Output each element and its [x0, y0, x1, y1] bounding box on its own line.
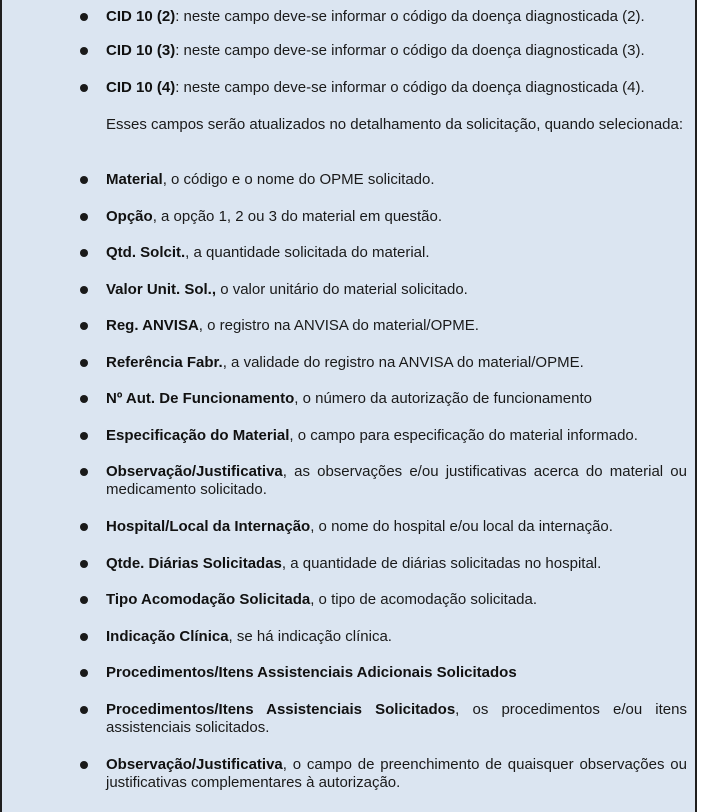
bullet — [80, 432, 88, 440]
item-term: Procedimentos/Itens Assistenciais Adicionais Solicitados — [106, 664, 517, 681]
item-description: , a quantidade solicitada do material. — [185, 244, 430, 261]
list-item — [106, 390, 687, 408]
item-description: , a quantidade de diárias solicitadas no hospital. — [281, 555, 602, 572]
item-term: CID 10 (4) — [106, 79, 176, 96]
list-item — [106, 628, 687, 646]
list-item — [106, 463, 687, 499]
note-paragraph: Esses campos serão atualizados no detalhamento da solicitação, quando selecionada: — [106, 116, 684, 133]
list-item — [106, 281, 687, 299]
bullet — [80, 176, 88, 184]
item-term: Observação/Justificativa — [106, 756, 283, 773]
item-term: Procedimentos/Itens Assistenciais Solicitados — [106, 701, 456, 718]
item-term: Material — [106, 171, 163, 188]
item-term: Valor Unit. Sol., — [106, 281, 217, 298]
item-description: o valor unitário do material solicitado. — [216, 281, 468, 298]
item-description: , o tipo de acomodação solicitada. — [310, 591, 538, 608]
bullet — [80, 706, 88, 714]
item-term: Opção — [106, 208, 153, 225]
bullet — [80, 322, 88, 330]
item-description: , o registro na ANVISA do material/OPME. — [198, 317, 479, 334]
item-description: : neste campo deve-se informar o código da doença diagnosticada (2). — [175, 8, 645, 25]
item-description: : neste campo deve-se informar o código da doença diagnosticada (3). — [175, 42, 645, 59]
item-description: , o campo de preenchimento de quaisquer observações ou justificativas complementares à autorização. — [106, 756, 687, 791]
bullet — [80, 249, 88, 257]
item-term: Indicação Clínica — [106, 628, 229, 645]
bullet — [80, 286, 88, 294]
list-item — [106, 756, 687, 792]
bullet — [80, 523, 88, 531]
item-term: Referência Fabr. — [106, 354, 223, 371]
item-term: Observação/Justificativa — [106, 463, 283, 480]
bullet — [80, 468, 88, 476]
list-item — [106, 8, 687, 26]
item-description: , se há indicação clínica. — [228, 628, 392, 645]
bullet — [80, 596, 88, 604]
list-item — [106, 317, 687, 335]
list-item — [106, 79, 687, 97]
item-term: Tipo Acomodação Solicitada — [106, 591, 311, 608]
bullet — [80, 761, 88, 769]
list-item — [106, 555, 687, 573]
bullet — [80, 84, 88, 92]
list-item — [106, 208, 687, 226]
item-description: , os procedimentos e/ou itens assistenciais solicitados. — [106, 701, 687, 736]
bullet — [80, 359, 88, 367]
list-item — [106, 591, 687, 609]
item-term: Hospital/Local da Internação — [106, 518, 311, 535]
list-item — [106, 42, 687, 60]
item-term: CID 10 (2) — [106, 8, 176, 25]
bullet — [80, 560, 88, 568]
item-description: , o número da autorização de funcionamento — [294, 390, 592, 407]
item-term: Qtde. Diárias Solicitadas — [106, 555, 282, 572]
list-item — [106, 427, 687, 445]
item-term: Qtd. Solcit. — [106, 244, 186, 261]
bullet — [80, 13, 88, 21]
list-item — [106, 518, 687, 536]
item-description: , o código e o nome do OPME solicitado. — [162, 171, 435, 188]
bullet — [80, 213, 88, 221]
bullet — [80, 633, 88, 641]
item-description: , a validade do registro na ANVISA do material/OPME. — [222, 354, 584, 371]
item-description: , as observações e/ou justificativas acerca do material ou medicamento solicitado. — [106, 463, 687, 498]
item-term: CID 10 (3) — [106, 42, 176, 59]
list-item — [106, 701, 687, 737]
item-term: Reg. ANVISA — [106, 317, 199, 334]
list-item — [106, 664, 687, 682]
bullet — [80, 669, 88, 677]
item-description: , o nome do hospital e/ou local da internação. — [310, 518, 613, 535]
list-item — [106, 244, 687, 262]
bullet — [80, 395, 88, 403]
item-description: , a opção 1, 2 ou 3 do material em questão. — [152, 208, 443, 225]
list-item — [106, 171, 687, 189]
item-term: Nº Aut. De Funcionamento — [106, 390, 295, 407]
item-term: Especificação do Material — [106, 427, 290, 444]
list-item — [106, 354, 687, 372]
item-description: : neste campo deve-se informar o código da doença diagnosticada (4). — [175, 79, 645, 96]
bullet — [80, 47, 88, 55]
item-description: , o campo para especificação do material informado. — [289, 427, 638, 444]
